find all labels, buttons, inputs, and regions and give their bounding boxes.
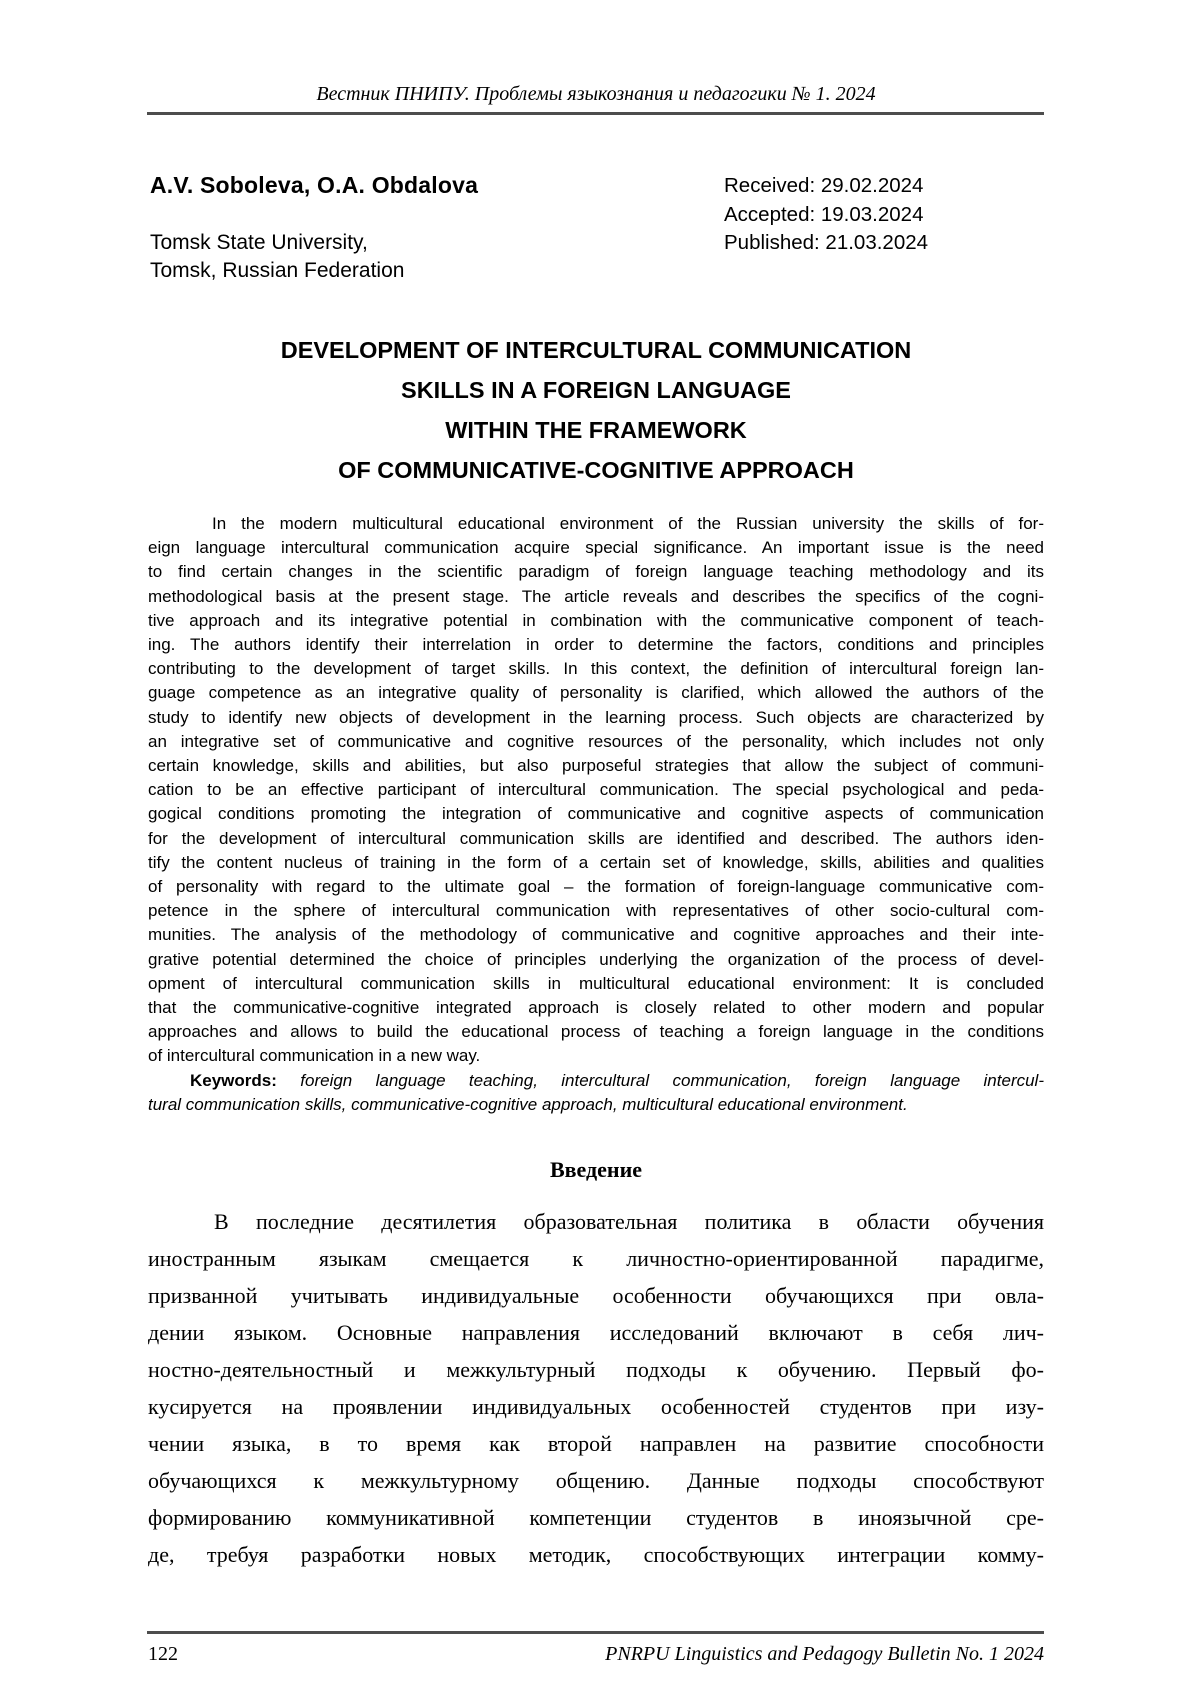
running-header bbox=[148, 82, 1044, 106]
author-block bbox=[150, 172, 1044, 285]
dates-block bbox=[724, 172, 1044, 285]
header-rule bbox=[147, 112, 1044, 115]
article-title bbox=[148, 330, 1044, 490]
running-footer bbox=[148, 1641, 1044, 1667]
body-text-line: кусируется на проявлении индивидуальных особенностей студентов при изу- bbox=[148, 1394, 1044, 1419]
keywords-label: Keywords: bbox=[190, 1070, 277, 1090]
body-text-line: иностранным языкам смещается к личностно-ориентированной парадигме, bbox=[148, 1246, 1044, 1271]
introduction-paragraph bbox=[148, 1203, 1044, 1573]
keywords-text-1: foreign language teaching, intercultural communication, foreign language intercul- bbox=[276, 1070, 1044, 1090]
article-title-line: OF COMMUNICATIVE-COGNITIVE APPROACH bbox=[338, 457, 854, 483]
abstract-line: tive approach and its integrative potential in combination with the communicative component of teach- bbox=[148, 610, 1044, 630]
abstract-line: tify the content nucleus of training in the form of a certain set of knowledge, skills, abilities and qualities bbox=[148, 852, 1044, 872]
abstract-line: an integrative set of communicative and cognitive resources of the personality, which includes not only bbox=[148, 731, 1044, 751]
affiliation-line: Tomsk State University, bbox=[150, 231, 368, 254]
body-text-line: призванной учитывать индивидуальные особенности обучающихся при овла- bbox=[148, 1283, 1044, 1308]
page-number: 122 bbox=[148, 1643, 178, 1665]
article-title-line: WITHIN THE FRAMEWORK bbox=[445, 417, 747, 443]
abstract-line: of intercultural communication in a new way. bbox=[148, 1046, 481, 1066]
abstract-line: eign language intercultural communication acquire special significance. An important issue is the need bbox=[148, 538, 1044, 558]
abstract-line: ing. The authors identify their interrelation in order to determine the factors, conditions and principles bbox=[148, 635, 1044, 655]
body-text-line: формированию коммуникативной компетенции студентов в иноязычной сре- bbox=[148, 1505, 1044, 1530]
abstract-paragraph bbox=[148, 512, 1044, 1069]
keywords-text-2: tural communication skills, communicative-cognitive approach, multicultural educational environment. bbox=[148, 1094, 908, 1114]
abstract-line: opment of intercultural communication skills in multicultural educational environment: It is concluded bbox=[148, 973, 1044, 993]
abstract-line: guage competence as an integrative quality of personality is clarified, which allowed the authors of the bbox=[148, 683, 1044, 703]
abstract-line: In the modern multicultural educational environment of the Russian university the skills of for- bbox=[212, 514, 1044, 533]
abstract-line: for the development of intercultural communication skills are identified and described. The authors iden- bbox=[148, 828, 1044, 848]
body-text-line: В последние десятилетия образовательная политика в области обучения bbox=[214, 1209, 1044, 1234]
affiliation bbox=[150, 229, 724, 285]
abstract-line: cation to be an effective participant of intercultural communication. The special psychological and peda- bbox=[148, 780, 1044, 800]
abstract-line: to find certain changes in the scientific paradigm of foreign language teaching methodology and its bbox=[148, 562, 1044, 582]
abstract-line: certain knowledge, skills and abilities, but also purposeful strategies that allow the subject of communi- bbox=[148, 756, 1044, 776]
affiliation-line: Tomsk, Russian Federation bbox=[150, 259, 405, 282]
body-text-line: обучающихся к межкультурному общению. Данные подходы способствуют bbox=[148, 1468, 1044, 1493]
body-text-line: ностно-деятельностный и межкультурный подходы к обучению. Первый фо- bbox=[148, 1357, 1044, 1382]
author-names: A.V. Soboleva, O.A. Obdalova bbox=[150, 172, 479, 198]
body-text-line: дении языком. Основные направления исследований включают в себя лич- bbox=[148, 1320, 1044, 1345]
section-heading-introduction: Введение bbox=[549, 1157, 643, 1182]
abstract-line: methodological basis at the present stage. The article reveals and describes the specifics of the cogni- bbox=[148, 586, 1044, 606]
abstract-line: contributing to the development of target skills. In this context, the definition of intercultural foreign lan- bbox=[148, 659, 1044, 679]
abstract-line: grative potential determined the choice of principles underlying the organization of the process of devel- bbox=[148, 949, 1044, 969]
footer-rule bbox=[147, 1631, 1044, 1634]
footer-journal-text: PNRPU Linguistics and Pedagogy Bulletin No. 1 2024 bbox=[605, 1643, 1044, 1665]
abstract-line: munities. The analysis of the methodology of communicative and cognitive approaches and their inte- bbox=[148, 925, 1044, 945]
author-affiliation-column bbox=[150, 172, 724, 285]
abstract-line: study to identify new objects of development in the learning process. Such objects are characterized by bbox=[148, 707, 1044, 727]
abstract-line: gogical conditions promoting the integration of communicative and cognitive aspects of communication bbox=[148, 804, 1044, 824]
journal-header-text: Вестник ПНИПУ. Проблемы языкознания и педагогики № 1. 2024 bbox=[316, 83, 876, 105]
abstract bbox=[148, 512, 1044, 1117]
keywords-line-1 bbox=[148, 1069, 1044, 1093]
abstract-line: approaches and allows to build the educational process of teaching a foreign language in the conditions bbox=[148, 1022, 1044, 1042]
date-line: Received: 29.02.2024 bbox=[724, 174, 924, 197]
body-text-line: чении языка, в то время как второй направлен на развитие способности bbox=[148, 1431, 1044, 1456]
date-line: Accepted: 19.03.2024 bbox=[724, 202, 924, 226]
date-line: Published: 21.03.2024 bbox=[724, 231, 929, 254]
body-text-line: де, требуя разработки новых методик, способствующих интеграции комму- bbox=[148, 1542, 1044, 1567]
article-title-line: SKILLS IN A FOREIGN LANGUAGE bbox=[401, 377, 791, 403]
abstract-line: petence in the sphere of intercultural communication with representatives of other socio-cultural com- bbox=[148, 901, 1044, 921]
abstract-line: of personality with regard to the ultimate goal – the formation of foreign-language communicative com- bbox=[148, 877, 1044, 897]
article-title-line: DEVELOPMENT OF INTERCULTURAL COMMUNICATION bbox=[280, 337, 912, 363]
abstract-line: that the communicative-cognitive integrated approach is closely related to other modern and popular bbox=[148, 998, 1044, 1018]
keywords-paragraph bbox=[148, 1069, 1044, 1117]
keywords-line-2 bbox=[148, 1093, 1044, 1117]
